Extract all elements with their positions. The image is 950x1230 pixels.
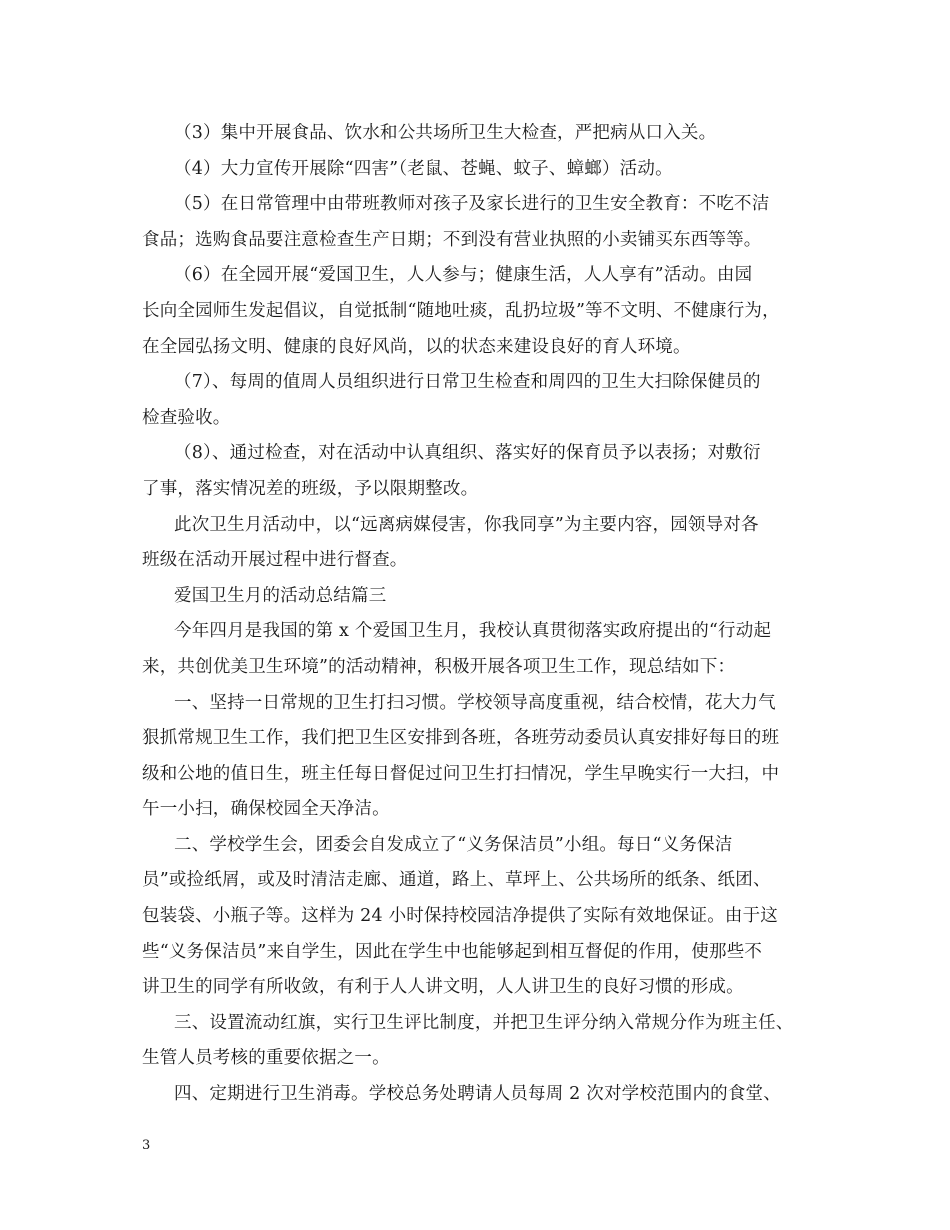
text-line: 三、设置流动红旗，实行卫生评比制度，并把卫生评分纳入常规分作为班主任、: [174, 1012, 794, 1033]
text-line: 了事，落实情况差的班级，予以限期整改。: [142, 478, 479, 499]
text-line: 今年四月是我国的第 x 个爱国卫生月，我校认真贯彻落实政府提出的“行动起: [174, 621, 772, 642]
text-line: 包装袋、小瓶子等。这样为 24 小时保持校园洁净提供了实际有效地保证。由于这: [142, 906, 778, 927]
text-line: 班级在活动开展过程中进行督查。: [142, 550, 408, 571]
text-line: 员”或捡纸屑，或及时清洁走廊、通道，路上、草坪上、公共场所的纸条、纸团、: [142, 870, 771, 891]
page-number: 3: [142, 1138, 151, 1153]
text-line: 讲卫生的同学有所收敛，有利于人人讲文明，人人讲卫生的良好习惯的形成。: [142, 977, 744, 998]
text-line: 级和公地的值日生，班主任每日督促过问卫生打扫情况，学生早晚实行一大扫，中: [142, 763, 780, 784]
text-line: （4）大力宣传开展除“四害”（老鼠、苍蝇、蚊子、蟑螂）活动。: [174, 158, 673, 179]
text-line: 些“义务保洁员”来自学生，因此在学生中也能够起到相互督促的作用，使那些不: [142, 941, 763, 962]
document-body: [142, 116, 814, 1113]
text-line: （5）在日常管理中由带班教师对孩子及家长进行的卫生安全教育：不吃不洁: [174, 194, 770, 215]
text-line: 食品；选购食品要注意检查生产日期；不到没有营业执照的小卖铺买东西等等。: [142, 229, 762, 250]
text-line: （8）、通过检查，对在活动中认真组织、落实好的保育员予以表扬；对敷衍: [174, 443, 761, 464]
text-line: 在全园弘扬文明、健康的良好风尚，以的状态来建设良好的育人环境。: [142, 336, 691, 357]
text-line: 一、坚持一日常规的卫生打扫习惯。学校领导高度重视，结合校情，花大力气: [174, 692, 776, 713]
text-line: 生管人员考核的重要依据之一。: [142, 1048, 390, 1069]
text-line: 长向全园师生发起倡议，自觉抵制“随地吐痰，乱扔垃圾”等不文明、不健康行为，: [142, 300, 780, 321]
text-line: 狠抓常规卫生工作，我们把卫生区安排到各班，各班劳动委员认真安排好每日的班: [142, 728, 780, 749]
text-line: 二、学校学生会，团委会自发成立了“义务保洁员”小组。每日“义务保洁: [174, 834, 733, 855]
text-line: 四、定期进行卫生消毒。学校总务处聘请人员每周 2 次对学校范围内的食堂、: [174, 1084, 781, 1105]
text-line: （7）、每周的值周人员组织进行日常卫生检查和周四的卫生大扫除保健员的: [174, 372, 761, 393]
section-heading: 爱国卫生月的活动总结篇三: [174, 585, 387, 606]
text-line: 检查验收。: [142, 407, 231, 428]
text-line: 来，共创优美卫生环境”的活动精神，积极开展各项卫生工作，现总结如下：: [142, 656, 736, 677]
text-line: （3）集中开展食品、饮水和公共场所卫生大检查，严把病从口入关。: [174, 123, 717, 143]
text-line: 此次卫生月活动中，以“远离病媒侵害，你我同享”为主要内容，园领导对各: [174, 514, 759, 535]
text-line: （6）在全园开展“爱国卫生，人人参与；健康生活，人人享有”活动。由园: [174, 265, 753, 286]
text-line: 午一小扫，确保校园全天净洁。: [142, 799, 390, 820]
